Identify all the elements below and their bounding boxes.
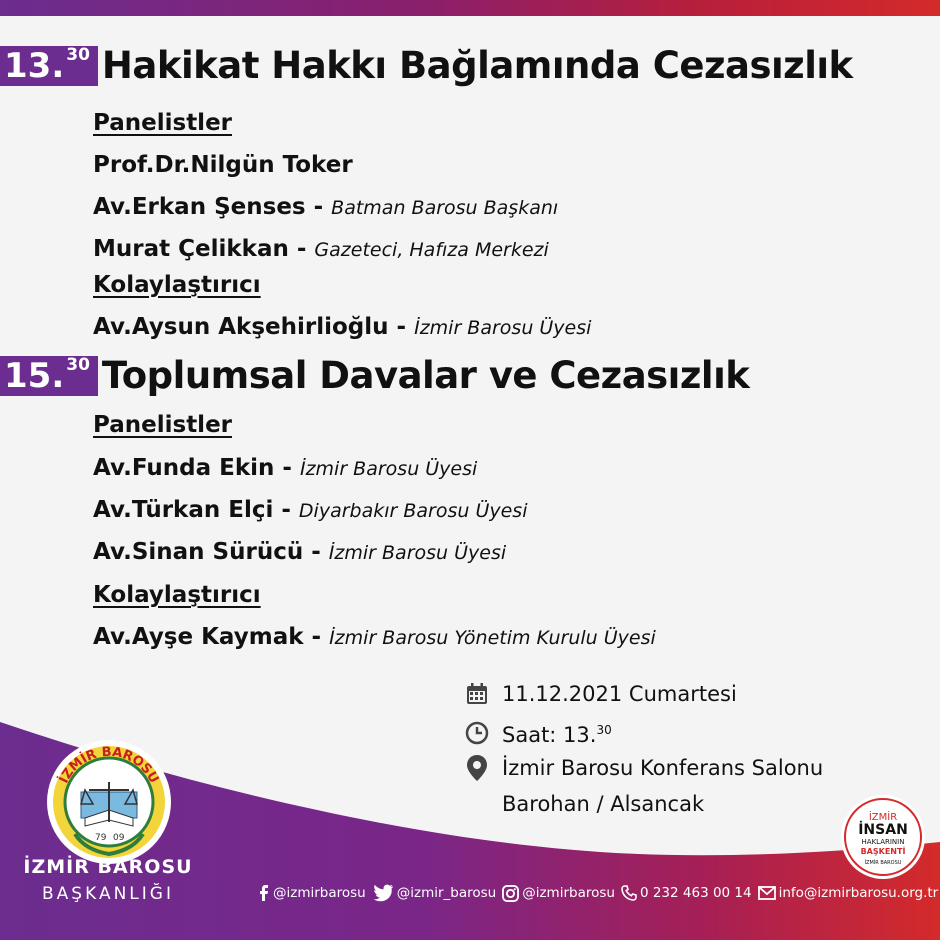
panelist-name: Av.Sinan Sürücü - [93,539,329,565]
session-2-title: Toplumsal Davalar ve Cezasızlık [101,354,750,397]
location-pin-icon [462,754,492,782]
session-1-panelist-1 [93,150,353,181]
org-name-line-1: İZMİR BAROSU [23,856,193,878]
panelist-name: Av.Türkan Elçi - [93,497,299,523]
badge-line-5: İZMİR BAROSU [864,860,902,866]
email-address: info@izmirbarosu.org.tr [778,885,939,901]
badge-line-1: İZMİR [868,812,898,823]
facebook-link[interactable] [258,885,366,901]
session-2-panelist-2 [93,495,527,526]
panelist-role: İzmir Barosu Üyesi [328,542,507,564]
clock-icon [462,721,492,745]
moderator-name: Av.Aysun Akşehirlioğlu - [93,314,415,340]
logo-year-right: 09 [113,833,125,843]
organization-name [22,856,194,904]
session-1-moderator-heading: Kolaylaştırıcı [93,272,261,298]
phone-icon [621,885,637,901]
event-venue-line-1 [462,753,823,783]
instagram-handle: @izmirbarosu [522,885,615,901]
event-date-text: 11.12.2021 Cumartesi [502,682,737,706]
session-2-moderator [93,622,656,653]
session-1-panelist-2 [93,192,558,223]
session-1-time-hour: 13. [4,46,65,86]
moderator-role: İzmir Barosu Üyesi [414,317,592,339]
event-time-text [502,715,612,750]
twitter-icon [372,884,394,902]
event-time-min: 30 [596,723,612,737]
session-2-panelist-3 [93,537,506,568]
instagram-icon [502,885,519,902]
mail-icon [758,886,776,900]
session-1-panelists-heading: Panelistler [93,110,233,136]
moderator-role: İzmir Barosu Yönetim Kurulu Üyesi [329,627,656,649]
phone-number: 0 232 463 00 14 [639,885,752,901]
event-date [462,679,737,709]
event-time [462,715,612,750]
panelist-name: Murat Çelikkan - [93,236,315,262]
logo-year-left: 79 [95,833,107,843]
email-link[interactable] [758,885,939,901]
panelist-role: Batman Barosu Başkanı [331,197,559,219]
event-venue-text-2: Barohan / Alsancak [502,792,705,816]
session-1-moderator [93,312,591,343]
badge-line-3: HAKLARININ [861,838,905,846]
phone-link[interactable] [621,885,752,901]
moderator-name: Av.Ayşe Kaymak - [93,624,330,650]
panelist-role: İzmir Barosu Üyesi [299,458,478,480]
panelist-name: Av.Funda Ekin - [93,455,300,481]
session-2-time-hour: 15. [4,356,65,396]
logo-arc-text: İZMİR BAROSU [56,744,162,786]
human-rights-capital-badge [840,794,926,880]
badge-line-2: İNSAN [858,822,908,838]
session-1-time-min: 30 [66,45,90,65]
session-1-panelist-3 [93,234,549,265]
twitter-link[interactable] [372,884,496,902]
session-2-time-badge [0,356,98,396]
event-venue-text-1: İzmir Barosu Konferans Salonu [502,756,824,780]
session-2-panelists-heading: Panelistler [93,412,233,438]
session-2-moderator-heading: Kolaylaştırıcı [93,582,261,608]
session-2-header [0,356,749,396]
org-name-line-2: BAŞKANLIĞI [42,884,174,904]
panelist-role: Gazeteci, Hafıza Merkezi [314,239,549,261]
session-2-time-min: 30 [66,355,90,375]
instagram-link[interactable] [502,885,615,902]
calendar-icon [462,682,492,706]
panelist-name: Prof.Dr.Nilgün Toker [93,152,353,178]
facebook-icon [258,885,270,901]
badge-line-4: BAŞKENTİ [860,847,906,856]
event-venue-line-2 [502,789,704,819]
session-1-time-badge [0,46,98,86]
izmir-barosu-logo [45,738,173,866]
twitter-handle: @izmir_barosu [396,885,497,901]
event-time-label: Saat: 13. [502,723,597,747]
facebook-handle: @izmirbarosu [273,885,366,901]
session-1-title: Hakikat Hakkı Bağlamında Cezasızlık [101,44,853,87]
session-1-header [0,46,853,86]
panelist-role: Diyarbakır Barosu Üyesi [298,500,528,522]
session-2-panelist-1 [93,453,477,484]
panelist-name: Av.Erkan Şenses - [93,194,332,220]
footer-contacts [258,884,940,902]
